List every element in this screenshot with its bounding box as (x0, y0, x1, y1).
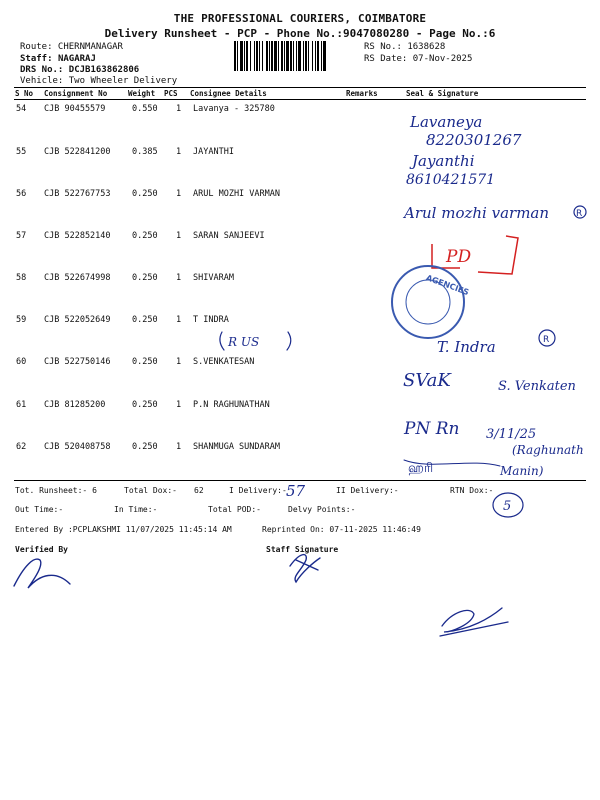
col-remarks: Remarks (346, 89, 378, 98)
drs-value: DCJB163862806 (68, 65, 140, 75)
rtn-dox-label: RTN Dox:- (450, 486, 494, 495)
total-dox-value: 62 (194, 486, 204, 495)
cell-pcs: 1 (176, 189, 182, 199)
signature-60-a: SVaK (403, 370, 451, 391)
cell-pcs: 1 (176, 357, 182, 367)
cell-consignee: S.VENKATESAN (193, 357, 255, 367)
cell-weight: 0.385 (132, 147, 158, 157)
date-61: 3/11/25 (486, 427, 537, 442)
i-delivery-value: 57 (286, 482, 306, 500)
rs-no: RS No.: 1638628 (364, 42, 446, 52)
note-59: R US (228, 335, 260, 349)
cell-consignee: Lavanya - 325780 (193, 104, 275, 114)
staff-label: Staff: (20, 54, 58, 64)
mark-text-56: R (576, 209, 583, 219)
mark-text-59: R (543, 335, 550, 345)
cell-consignment: CJB 522841200 (44, 147, 111, 157)
cell-consignee: SHANMUGA SUNDARAM (193, 442, 280, 452)
col-pcs: PCS (164, 89, 178, 98)
stamp-text: AGENCIES (424, 273, 471, 298)
total-dox-label: Total Dox:- (124, 486, 177, 495)
cell-pcs: 1 (176, 104, 182, 114)
cell-consignment: CJB 522750146 (44, 357, 111, 367)
cell-sno: 61 (16, 400, 27, 410)
cell-sno: 59 (16, 315, 27, 325)
cell-sno: 56 (16, 189, 27, 199)
out-time-label: Out Time:- (15, 505, 64, 514)
rtn-value: 5 (503, 499, 512, 514)
bottom-scribble (440, 608, 508, 636)
cell-pcs: 1 (176, 147, 182, 157)
cell-weight: 0.250 (132, 315, 158, 325)
cell-consignee: ARUL MOZHI VARMAN (193, 189, 280, 199)
cell-pcs: 1 (176, 273, 182, 283)
cell-consignment: CJB 522674998 (44, 273, 111, 283)
vehicle-text: Vehicle: Two Wheeler Delivery (20, 76, 178, 86)
signature-59: T. Indra (437, 338, 496, 356)
cell-sno: 54 (16, 104, 27, 114)
phone-55: 8610421571 (406, 172, 496, 188)
cell-sno: 62 (16, 442, 27, 452)
cell-consignment: CJB 522767753 (44, 189, 111, 199)
staff-signature-label: Staff Signature (266, 545, 339, 554)
cell-weight: 0.250 (132, 273, 158, 283)
cell-weight: 0.250 (132, 442, 158, 452)
ii-delivery-label: II Delivery:- (336, 486, 399, 495)
signature-56: Arul mozhi varman (404, 204, 550, 222)
tot-runsheet: Tot. Runsheet:- 6 (15, 486, 97, 495)
cell-consignee: JAYANTHI (193, 147, 234, 157)
col-consignment: Consignment No (44, 89, 108, 98)
cell-pcs: 1 (176, 231, 182, 241)
cell-sno: 57 (16, 231, 27, 241)
drs-label: DRS No.: (20, 65, 69, 75)
cell-sno: 58 (16, 273, 27, 283)
cell-sno: 55 (16, 147, 27, 157)
verified-signature (14, 559, 70, 588)
cell-consignment: CJB 522052649 (44, 315, 111, 325)
agency-stamp (392, 266, 470, 338)
cell-consignment: CJB 520408758 (44, 442, 111, 452)
phone-54: 8220301267 (426, 131, 522, 149)
in-time-label: In Time:- (114, 505, 158, 514)
cell-sno: 60 (16, 357, 27, 367)
col-consignee: Consignee Details (190, 89, 267, 98)
signature-62-a: ஹரி (408, 461, 434, 476)
cell-pcs: 1 (176, 315, 182, 325)
rs-date: RS Date: 07-Nov-2025 (364, 54, 473, 64)
signature-62-c: Manin) (500, 464, 544, 478)
staff-signature (290, 555, 320, 582)
staff-value: NAGARAJ (57, 54, 96, 64)
runsheet-subtitle: Delivery Runsheet - PCP - Phone No.:9047080280 - Page No.:6 (104, 27, 496, 40)
cell-weight: 0.250 (132, 357, 158, 367)
red-pd-mark (432, 236, 518, 274)
cell-consignee: SHIVARAM (193, 273, 234, 283)
i-delivery-label: I Delivery:- (229, 486, 287, 495)
signature-61: PN Rn (404, 419, 460, 439)
cell-weight: 0.250 (132, 400, 158, 410)
col-sno: S No (15, 89, 34, 98)
cell-consignee: SARAN SANJEEVI (193, 231, 265, 241)
verified-by-label: Verified By (15, 545, 68, 554)
signature-54: Lavaneya (410, 113, 483, 131)
signature-60-b: S. Venkaten (498, 379, 576, 394)
signature-55: Jayanthi (412, 152, 475, 170)
cell-pcs: 1 (176, 400, 182, 410)
red-pd-text: PD (446, 247, 472, 267)
entered-by: Entered By :PCPLAKSHMI 11/07/2025 11:45:14 AM (15, 525, 232, 534)
col-weight: Weight (128, 89, 156, 98)
delvy-points-label: Delvy Points:- (288, 505, 356, 514)
cell-weight: 0.550 (132, 104, 158, 114)
cell-consignment: CJB 90455579 (44, 104, 106, 114)
cell-consignee: P.N RAGHUNATHAN (193, 400, 270, 410)
signature-62-b: (Raghunath (512, 443, 584, 457)
cell-weight: 0.250 (132, 231, 158, 241)
cell-pcs: 1 (176, 442, 182, 452)
cell-weight: 0.250 (132, 189, 158, 199)
route-text: Route: CHERNMANAGAR (20, 42, 123, 52)
reprinted-on: Reprinted On: 07-11-2025 11:46:49 (262, 525, 421, 534)
col-seal-signature: Seal & Signature (406, 89, 479, 98)
cell-consignee: T INDRA (193, 315, 229, 325)
total-pod-label: Total POD:- (208, 505, 261, 514)
company-title: THE PROFESSIONAL COURIERS, COIMBATORE (173, 12, 427, 25)
cell-consignment: CJB 522852140 (44, 231, 111, 241)
cell-consignment: CJB 81285200 (44, 400, 106, 410)
